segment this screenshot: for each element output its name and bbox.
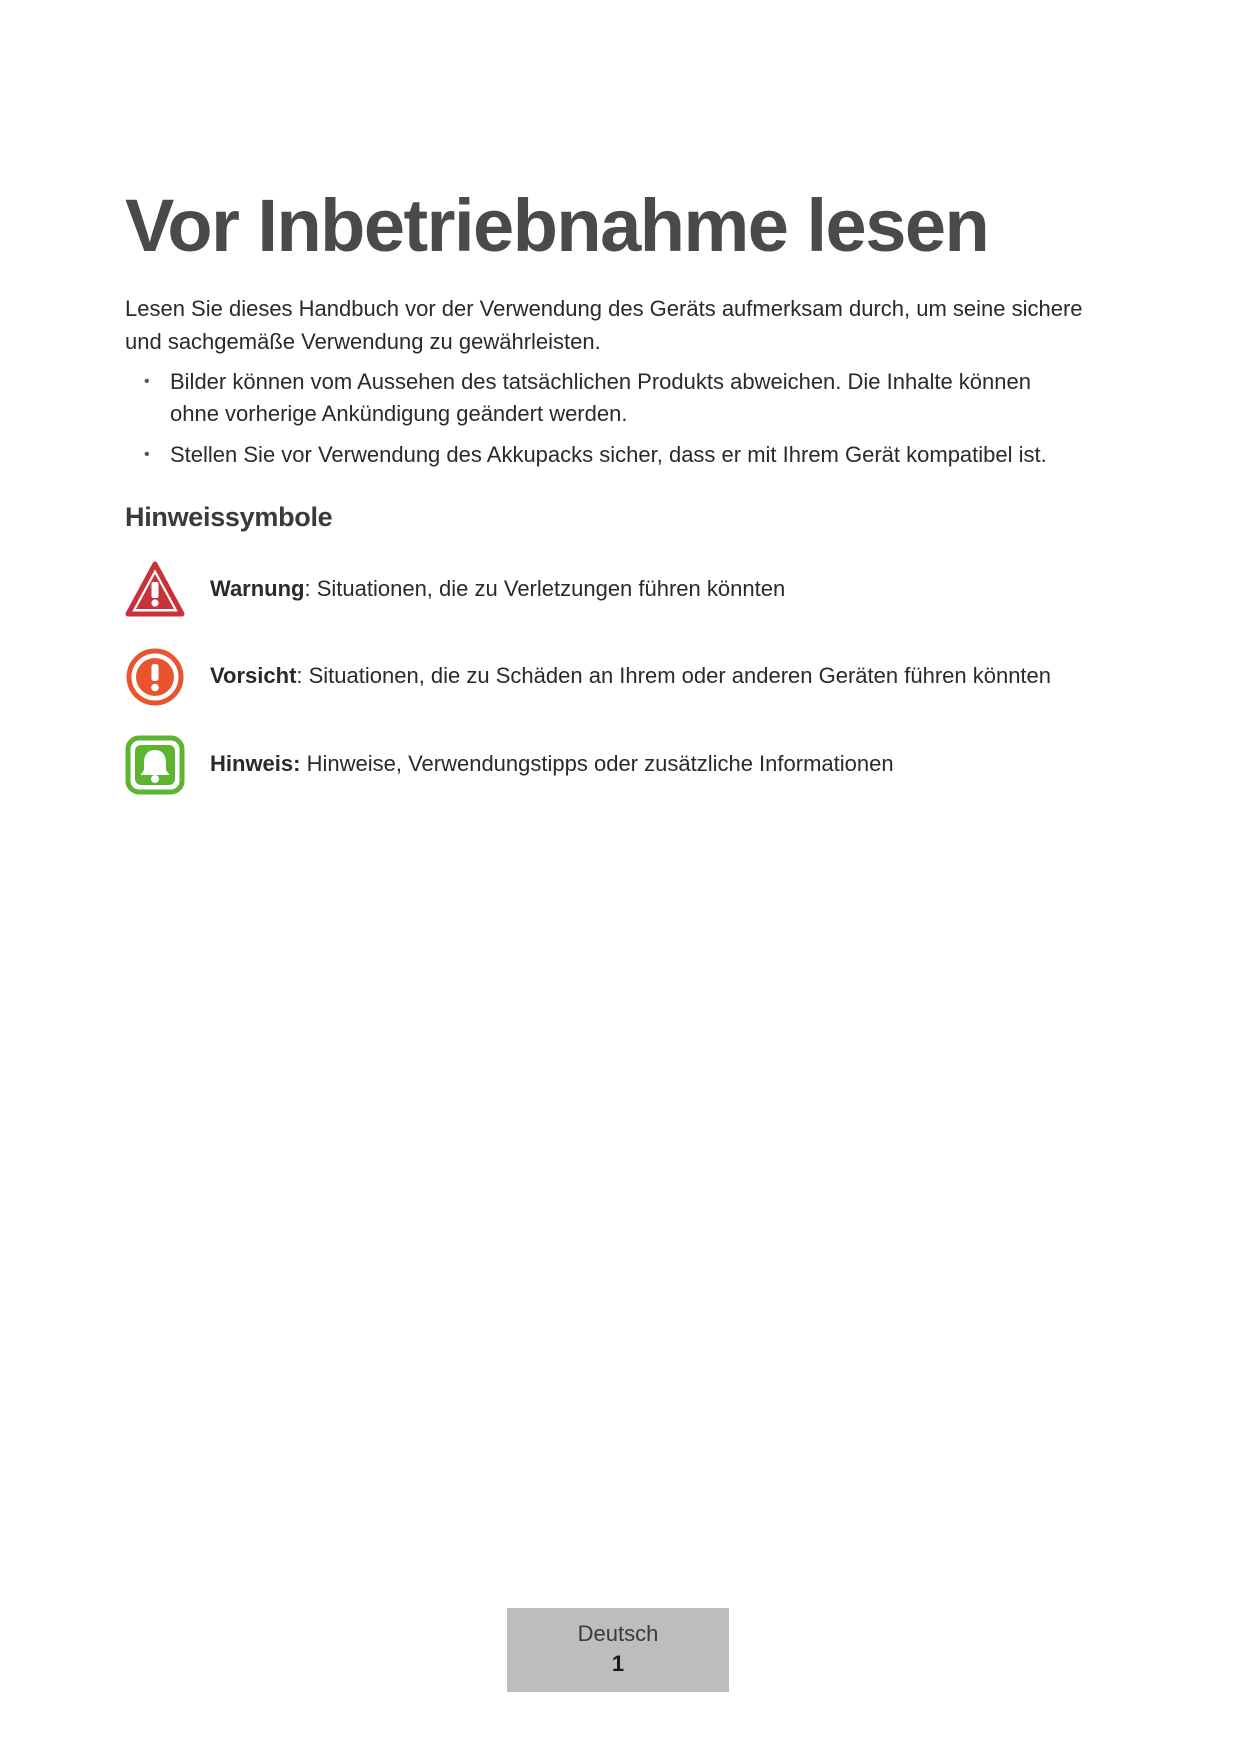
notice-text	[210, 661, 1051, 691]
notice-warning	[125, 560, 1125, 620]
note-bell-icon	[125, 735, 185, 795]
notice-caution	[125, 647, 1125, 707]
notice-note	[125, 735, 1125, 795]
bullet-text: Bilder können vom Aussehen des tatsächlichen Produkts abweichen. Die Inhalte können ohne vorherige Ankündigung geändert werden.	[170, 369, 1031, 426]
notice-description: : Situationen, die zu Schäden an Ihrem oder anderen Geräten führen könnten	[296, 663, 1052, 688]
list-item	[125, 366, 1085, 430]
footer-language: Deutsch	[577, 1621, 659, 1646]
warning-triangle-icon	[125, 560, 185, 620]
notice-label: Vorsicht	[210, 663, 297, 688]
caution-circle-icon	[125, 647, 185, 707]
intro-paragraph: Lesen Sie dieses Handbuch vor der Verwendung des Geräts aufmerksam durch, um seine sichere und sachgemäße Verwendung zu gewährleisten.	[125, 296, 1083, 354]
notice-description: : Situationen, die zu Verletzungen führen könnten	[304, 576, 786, 601]
bullet-text: Stellen Sie vor Verwendung des Akkupacks sicher, dass er mit Ihrem Gerät kompatibel ist.	[170, 442, 1047, 467]
page-footer	[507, 1608, 729, 1692]
notice-text	[210, 574, 785, 604]
bullet-list	[125, 366, 1085, 480]
page-title: Vor Inbetriebnahme lesen	[125, 184, 989, 267]
notice-label: Hinweis:	[210, 751, 301, 776]
bullet-icon: •	[144, 446, 150, 463]
section-heading: Hinweissymbole	[125, 502, 333, 532]
page-number: 1	[611, 1651, 625, 1676]
notice-description: Hinweise, Verwendungstipps oder zusätzliche Informationen	[300, 751, 894, 776]
bullet-icon: •	[144, 373, 150, 390]
notice-text	[210, 749, 894, 779]
notice-label: Warnung	[210, 576, 305, 601]
list-item	[125, 439, 1085, 471]
